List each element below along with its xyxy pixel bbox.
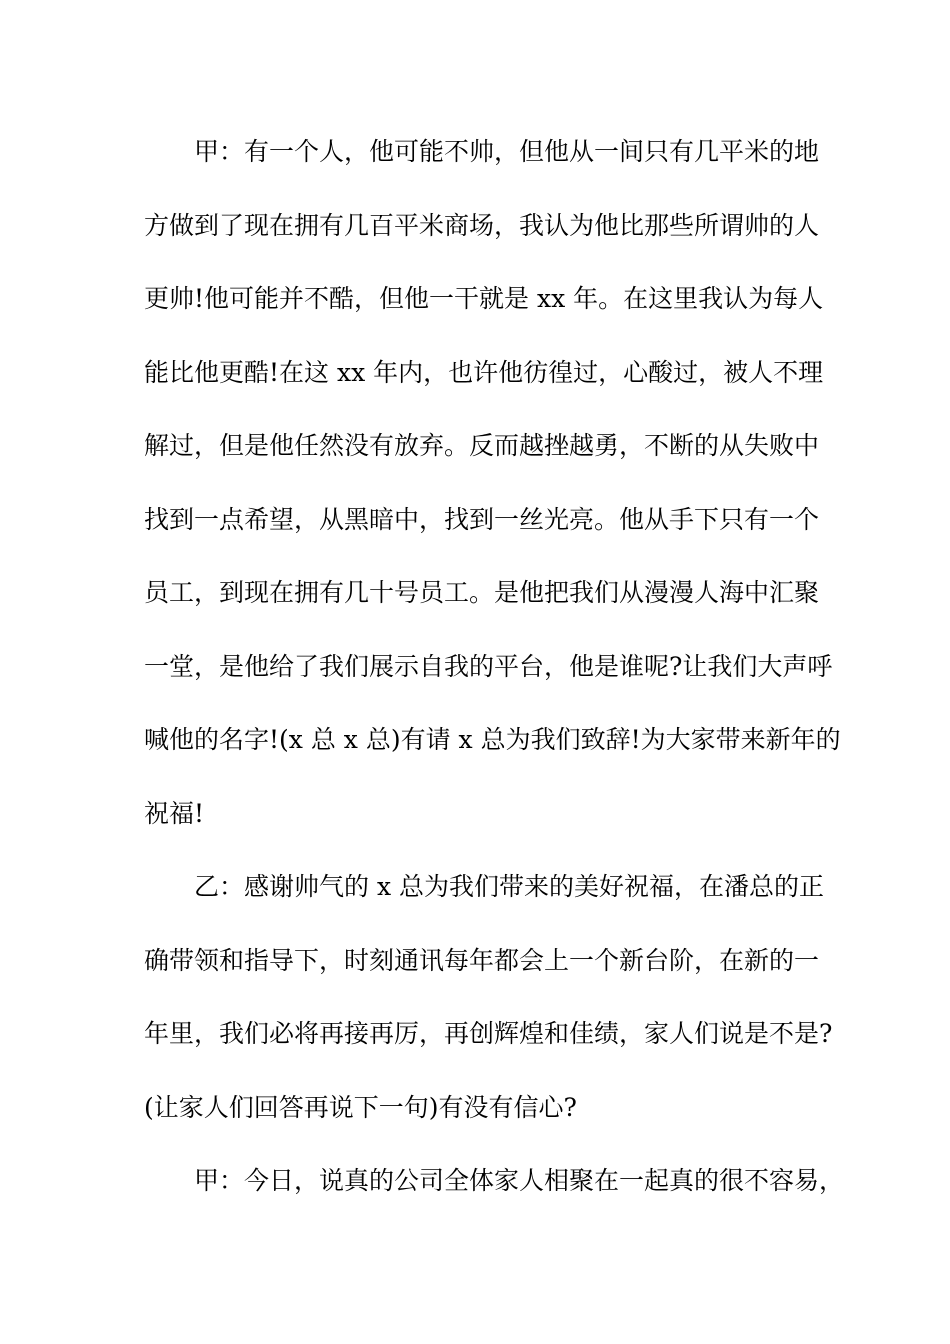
text-line: 甲：有一个人，他可能不帅，但他从一间只有几平米的地 xyxy=(144,137,820,166)
text-line: 年里，我们必将再接再厉，再创辉煌和佳绩，家人们说是不是? xyxy=(144,1019,833,1048)
text-line: 找到一点希望，从黑暗中，找到一丝光亮。他从手下只有一个 xyxy=(144,504,820,534)
text-line: 解过，但是他任然没有放弃。反而越挫越勇，不断的从失败中 xyxy=(144,431,820,460)
text-line: 方做到了现在拥有几百平米商场，我认为他比那些所谓帅的人 xyxy=(144,210,820,240)
text-line: 确带领和指导下，时刻通讯每年都会上一个新台阶，在新的一 xyxy=(144,945,820,975)
document-body xyxy=(144,124,845,1227)
text-line: (让家人们回答再说下一句)有没有信心? xyxy=(144,1092,577,1122)
text-line: 员工，到现在拥有几十号员工。是他把我们从漫漫人海中汇聚 xyxy=(144,578,820,607)
text-line: 更帅!他可能并不酷，但他一干就是 xx 年。在这里我认为每人 xyxy=(144,284,824,313)
text-line: 喊他的名字!(x 总 x 总)有请 x 总为我们致辞!为大家带来新年的 xyxy=(144,725,841,754)
text-line: 一堂，是他给了我们展示自我的平台，他是谁呢?让我们大声呼 xyxy=(144,651,833,681)
text-line: 祝福! xyxy=(144,798,205,828)
text-line: 甲：今日，说真的公司全体家人相聚在一起真的很不容易， xyxy=(144,1166,845,1195)
text-line: 能比他更酷!在这 xx 年内，也许他彷徨过，心酸过，被人不理 xyxy=(144,357,824,387)
text-line: 乙：感谢帅气的 x 总为我们带来的美好祝福，在潘总的正 xyxy=(144,872,824,901)
